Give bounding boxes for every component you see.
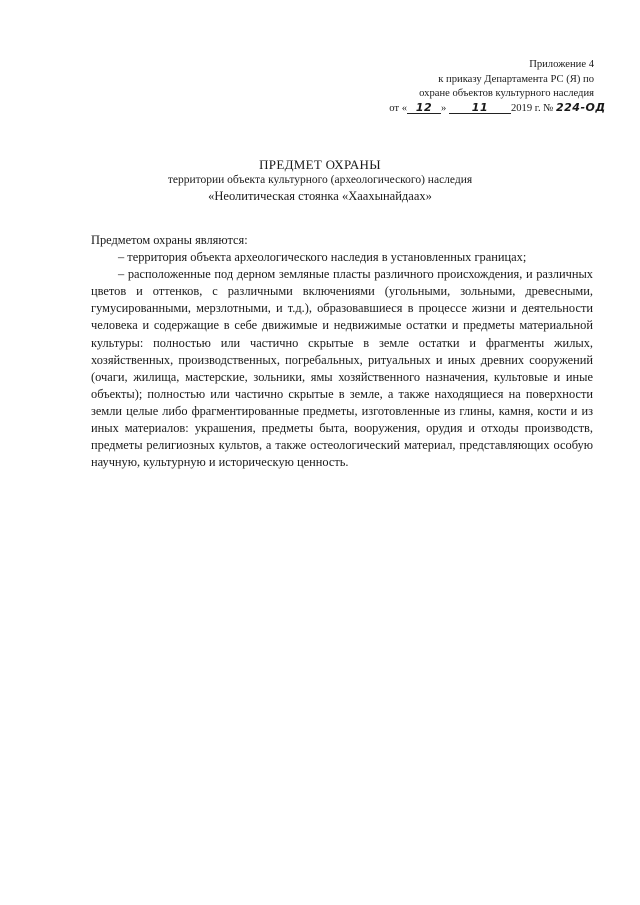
- appendix-order-ref: к приказу Департамента РС (Я) по: [438, 73, 594, 85]
- date-prefix: от «: [389, 102, 407, 114]
- protection-subject-text: [91, 232, 593, 471]
- appendix-department: охране объектов культурного наследия: [419, 88, 594, 99]
- title-object-name: «Неолитическая стоянка «Хаахынайдаах»: [208, 189, 432, 203]
- list-item-territory: – территория объекта археологического наследия в установленных границах;: [118, 250, 527, 265]
- appendix-header: [294, 58, 606, 116]
- order-number: 224-ОД: [556, 100, 606, 114]
- date-day: 12: [407, 102, 441, 114]
- document-title: [0, 157, 640, 204]
- date-year: 2019 г. №: [510, 102, 554, 114]
- date-quote-close: »: [441, 102, 447, 114]
- title-subtitle: территории объекта культурного (археологического) наследия: [167, 174, 473, 186]
- appendix-number: Приложение 4: [529, 59, 594, 70]
- date-month: 11: [449, 102, 511, 114]
- title-main: ПРЕДМЕТ ОХРАНЫ: [259, 157, 381, 172]
- list-item-layers: – расположенные под дерном земляные пласты различного происхождения, и различных цветов и оттенков, с различными включениями (угольными, зольными, древесными, гумусированными, мерзлотными, и т.д.), образовавшиеся в процессе жизни и деятельности человека и содержащие в себе движимые и недвижимые остатки и предметы материальной культуры: полностью или частично скрытые в земле остатки и фрагменты жилых, хозяйственных, производственных, погребальных, ритуальных и иных древних сооружений (очаги, жилища, мастерские, зольники, ямы хозяйственного назначения, культовые и иные объекты); полностью или частично скрытые в земле, а также находящиеся на поверхности земли целые либо фрагментированные предметы, изготовленные из глины, камня, кости и из иных материалов: украшения, предметы быта, вооружения, орудия и отходы производств, предметы религиозных культов, а также остеологический материал, представляющих особую научную, культурную и историческую ценность.: [91, 267, 593, 470]
- appendix-date-line: [294, 100, 606, 117]
- intro-paragraph: Предметом охраны являются:: [91, 233, 248, 247]
